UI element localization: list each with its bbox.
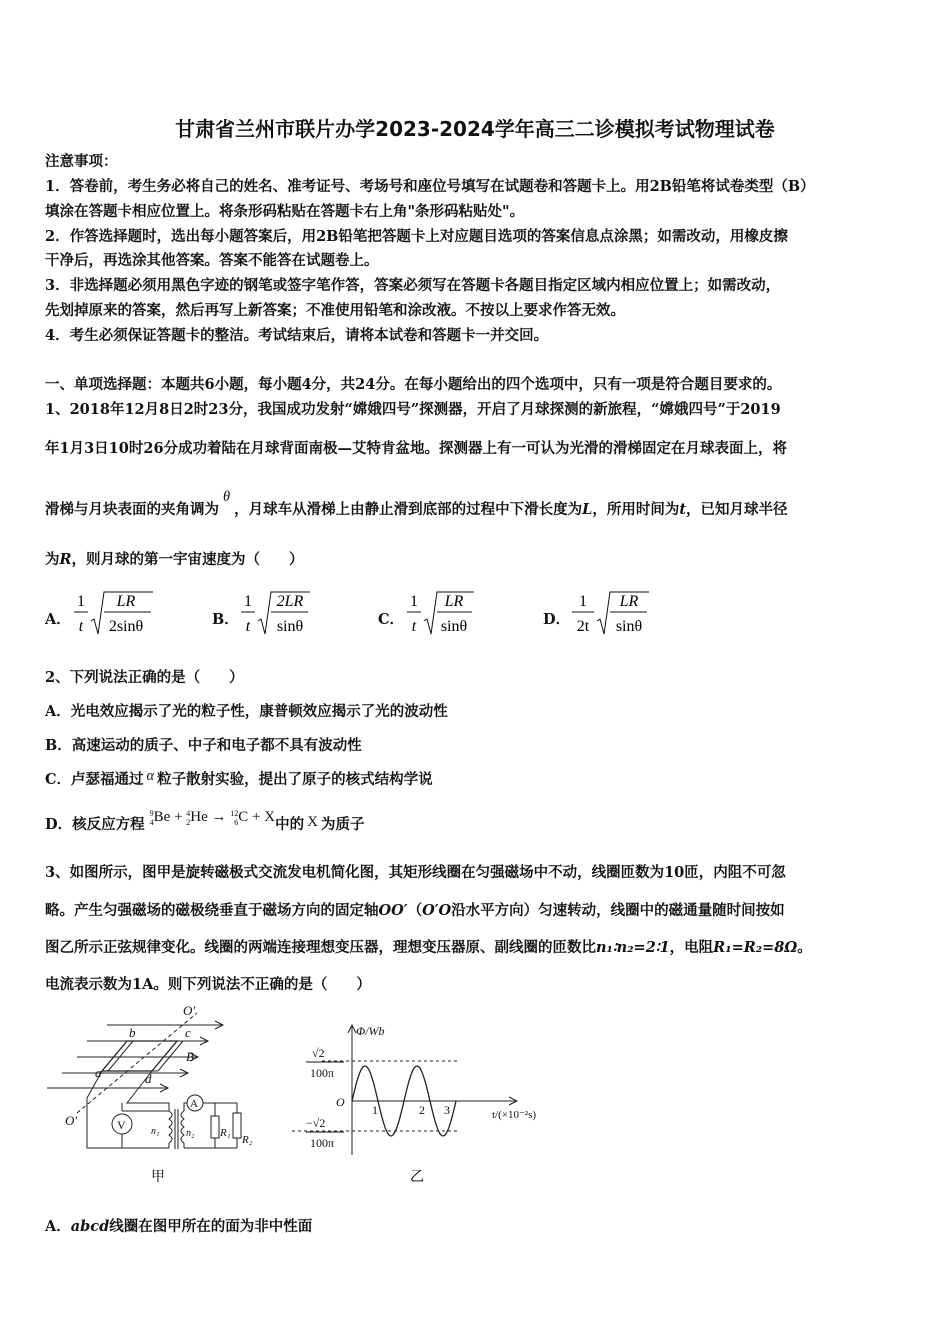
notice-heading: 注意事项： <box>45 153 118 170</box>
svg-text:2: 2 <box>419 1103 425 1117</box>
q2-stem: 2、下列说法正确的是（ ） <box>45 669 244 686</box>
svg-text:d: d <box>145 1071 152 1086</box>
svg-text:R₁: R₁ <box>220 1127 231 1139</box>
svg-text:2sinθ: 2sinθ <box>108 618 144 635</box>
option-label: A． <box>45 611 71 628</box>
figure-caption: 甲 <box>151 1170 165 1185</box>
option-label: B． <box>212 611 239 628</box>
svg-text:A: A <box>190 1098 198 1110</box>
notice-line: 1．答卷前，考生务必将自己的姓名、准考证号、考场号和座位号填写在试题卷和答题卡上。用2B铅笔将试卷类型（B） <box>45 178 815 195</box>
svg-text:B: B <box>186 1049 194 1064</box>
svg-text:sinθ: sinθ <box>276 618 304 635</box>
notice-line: 干净后，再选涂其他答案。答案不能答在试题卷上。 <box>45 252 379 269</box>
notice-line: 先划掉原来的答案，然后再写上新答案；不准使用铅笔和涂改液。不按以上要求作答无效。 <box>45 302 625 319</box>
q3-stem-line: 略。产生匀强磁场的磁极绕垂直于磁场方向的固定轴OO′（O′O沿水平方向）匀速转动，线圈中的磁通量随时间按如 <box>45 902 785 919</box>
svg-text:2t: 2t <box>576 618 590 635</box>
svg-text:1: 1 <box>244 593 252 610</box>
q2-option-b[interactable]: B．高速运动的质子、中子和电子都不具有波动性 <box>45 737 362 754</box>
notice-line: 2．作答选择题时，选出每小题答案后，用2B铅笔把答题卡上对应题目选项的答案信息点涂黑；如需改动，用橡皮擦 <box>45 228 788 245</box>
svg-text:b: b <box>129 1025 136 1040</box>
svg-text:3: 3 <box>444 1103 450 1117</box>
notice-line: 3．非选择题必须用黑色字迹的钢笔或签字笔作答，答案必须写在答题卡各题目指定区域内相应位置上；如需改动， <box>45 277 781 294</box>
section-heading: 一、单项选择题：本题共6小题，每小题4分，共24分。在每小题给出的四个选项中，只有一项是符合题目要求的。 <box>45 376 782 393</box>
svg-text:Φ/Wb: Φ/Wb <box>356 1024 385 1038</box>
svg-text:100π: 100π <box>310 1136 335 1150</box>
svg-text:2LR: 2LR <box>276 593 304 610</box>
option-label: D． <box>543 611 571 628</box>
q3-option-a[interactable]: A．abcd线圈在图甲所在的面为非中性面 <box>45 1218 313 1235</box>
q3-stem-line: 图乙所示正弦规律变化。线圈的两端连接理想变压器，理想变压器原、副线圈的匝数比n₁∶n₂=2∶1，电阻R₁=R₂=8Ω。 <box>45 939 812 956</box>
svg-text:t: t <box>78 618 84 635</box>
generator-diagram <box>47 1003 272 1188</box>
svg-text:O: O <box>336 1095 345 1109</box>
svg-text:LR: LR <box>444 593 464 610</box>
svg-text:LR: LR <box>619 593 639 610</box>
notice-line: 4．考生必须保证答题卡的整洁。考试结束后，请将本试卷和答题卡一并交回。 <box>45 327 549 344</box>
figure-caption: 乙 <box>410 1170 424 1185</box>
q1-stem-line: 年1月3日10时26分成功着陆在月球背面南极—艾特肯盆地。探测器上有一可认为光滑的滑梯固定在月球表面上，将 <box>45 440 788 457</box>
q3-stem-line: 3、如图所示，图甲是旋转磁极式交流发电机简化图，其矩形线圈在匀强磁场中不动，线圈匝数为10匝，内阻不可忽 <box>45 864 786 881</box>
notice-line: 填涂在答题卡相应位置上。将条形码粘贴在答题卡右上角"条形码粘贴处"。 <box>45 203 525 220</box>
svg-text:a: a <box>95 1065 102 1080</box>
svg-text:√2: √2 <box>312 1046 325 1060</box>
svg-text:−√2: −√2 <box>306 1116 326 1130</box>
svg-text:1: 1 <box>77 593 85 610</box>
svg-text:100π: 100π <box>310 1066 335 1080</box>
q1-stem-line: 为R，则月球的第一宇宙速度为（ ） <box>45 551 304 568</box>
svg-text:1: 1 <box>579 593 587 610</box>
q2-option-d[interactable]: D．核反应方程 9 4Be + 4 2He → 12 6C + X中的 X 为质子 <box>45 808 365 833</box>
svg-text:R₂: R₂ <box>242 1134 253 1146</box>
q1-stem-line: 1、2018年12月8日2时23分，我国成功发射“嫦娥四号”探测器，开启了月球探测的新旅程，“嫦娥四号”于2019 <box>45 401 781 418</box>
svg-text:LR: LR <box>116 593 136 610</box>
svg-text:sinθ: sinθ <box>440 618 468 635</box>
q3-stem-line: 电流表示数为1A。则下列说法不正确的是（ ） <box>45 976 371 993</box>
svg-text:t/(×10⁻²s): t/(×10⁻²s) <box>492 1109 537 1121</box>
svg-text:n₁: n₁ <box>151 1126 160 1137</box>
q2-option-c[interactable]: C．卢瑟福通过 α 粒子散射实验，提出了原子的核式结构学说 <box>45 768 433 788</box>
q1-stem-line: 滑梯与月块表面的夹角调为θ，月球车从滑梯上由静止滑到底部的过程中下滑长度为L，所用时间为t，已知月球半径 <box>45 489 788 518</box>
svg-text:O′: O′ <box>183 1003 196 1018</box>
svg-text:n₂: n₂ <box>186 1128 195 1139</box>
svg-text:sinθ: sinθ <box>615 618 643 635</box>
svg-text:c: c <box>185 1025 191 1040</box>
svg-text:O′: O′ <box>65 1113 78 1128</box>
svg-text:1: 1 <box>410 593 418 610</box>
exam-title: 甘肃省兰州市联片办学2023-2024学年高三二诊模拟考试物理试卷 <box>175 117 775 141</box>
flux-graph <box>292 1000 562 1190</box>
q2-option-a[interactable]: A．光电效应揭示了光的粒子性，康普顿效应揭示了光的波动性 <box>45 703 448 720</box>
option-label: C． <box>378 611 405 628</box>
svg-text:t: t <box>245 618 251 635</box>
svg-text:t: t <box>411 618 417 635</box>
svg-text:1: 1 <box>372 1103 378 1117</box>
nuclear-equation: 9 4Be + 4 2He → 12 6C + X <box>149 808 276 827</box>
svg-text:V: V <box>117 1118 126 1132</box>
